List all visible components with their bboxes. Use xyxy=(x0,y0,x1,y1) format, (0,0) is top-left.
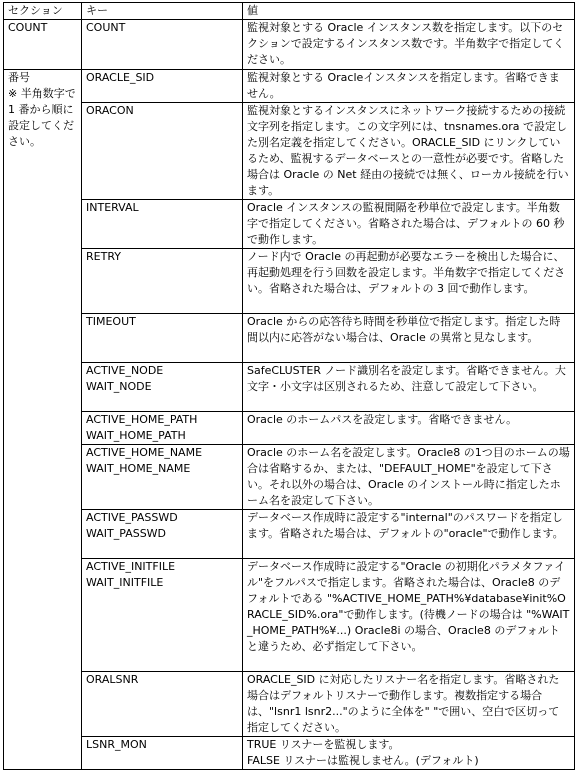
key-name: ACTIVE_PASSWD xyxy=(86,511,178,524)
key-name: WAIT_INITFILE xyxy=(86,576,164,589)
table-row xyxy=(4,737,575,770)
table-row xyxy=(4,103,575,200)
value-line: TRUE リスナーを監視します。 xyxy=(247,738,400,751)
value-cell: Oracle インスタンスの監視間隔を秒単位で設定します。半角数字で指定してください。省略された場合は、デフォルトの 60 秒で動作します。 xyxy=(243,200,575,249)
table-row xyxy=(4,314,575,363)
value-cell: SafeCLUSTER ノード識別名を設定します。省略できません。大文字・小文字は区別されるため、注意して設定して下さい。 xyxy=(243,363,575,412)
key-cell xyxy=(82,412,243,445)
header-value: 値 xyxy=(243,3,575,20)
table-row xyxy=(4,200,575,249)
table-row xyxy=(4,559,575,672)
value-cell: 監視対象とするインスタンスにネットワーク接続するための接続文字列を指定します。この文字列には、tnsnames.ora で設定した別名定義を指定してください。ORACLE_SID にリンクしているため、監視するデータベースとの一意性が必要です。省略した場合は Oracle の Net 経由の接続では無く、ローカル接続を行います。 xyxy=(243,103,575,200)
section-cell xyxy=(4,70,82,770)
key-cell xyxy=(82,363,243,412)
key-name: TIMEOUT xyxy=(86,315,136,328)
section-note: ※ 半角数字で 1 番から順に設定してください。 xyxy=(8,87,76,148)
table-row xyxy=(4,445,575,510)
key-cell xyxy=(82,200,243,249)
value-cell: Oracle からの応答待ち時間を秒単位で指定します。指定した時間以内に応答がない場合は、Oracle の異常と見なします。 xyxy=(243,314,575,363)
table-row xyxy=(4,672,575,737)
key-cell xyxy=(82,445,243,510)
key-name: RETRY xyxy=(86,250,121,263)
key-name: ACTIVE_HOME_PATH xyxy=(86,413,198,426)
value-cell xyxy=(243,737,575,770)
table-row xyxy=(4,249,575,314)
value-cell: Oracle のホーム名を設定します。Oracle8 の1つ目のホームの場合は省略するか、または、"DEFAULT_HOME"を設定して下さい。それ以外の場合は、Oracle のインストール時に指定したホーム名を設定して下さい。 xyxy=(243,445,575,510)
value-cell: Oracle のホームパスを設定します。省略できません。 xyxy=(243,412,575,445)
key-cell xyxy=(82,249,243,314)
value-line: FALSE リスナーは監視しません。(デフォルト) xyxy=(247,754,479,767)
header-row xyxy=(4,3,575,20)
table-row xyxy=(4,20,575,70)
key-cell xyxy=(82,559,243,672)
key-name: ORACLE_SID xyxy=(86,71,155,84)
section-number-label: 番号 xyxy=(8,71,30,84)
table-row xyxy=(4,412,575,445)
key-name: LSNR_MON xyxy=(86,738,147,751)
value-cell: ORACLE_SID に対応したリスナー名を指定します。省略された場合はデフォルトリスナーで動作します。複数指定する場合は、"lsnr1 lsnr2..."のように全体を" "で囲い、空白で区切って指定してください。 xyxy=(243,672,575,737)
value-cell: データベース作成時に設定する"internal"のパスワードを指定します。省略された場合は、デフォルトの"oracle"で動作します。 xyxy=(243,510,575,559)
key-cell: COUNT xyxy=(82,20,243,70)
key-name: WAIT_HOME_PATH xyxy=(86,429,186,442)
table-row xyxy=(4,70,575,103)
key-name: WAIT_HOME_NAME xyxy=(86,462,191,475)
key-cell xyxy=(82,737,243,770)
value-cell: ノード内で Oracle の再起動が必要なエラーを検出した場合に、再起動処理を行う回数を設定します。半角数字で指定してください。省略された場合は、デフォルトの 3 回で動作します。 xyxy=(243,249,575,314)
key-name: INTERVAL xyxy=(86,201,139,214)
value-cell: 監視対象とする Oracleインスタンスを指定します。省略できません。 xyxy=(243,70,575,103)
table-row xyxy=(4,510,575,559)
key-name: ORALSNR xyxy=(86,673,139,686)
key-cell xyxy=(82,314,243,363)
key-cell xyxy=(82,103,243,200)
key-cell xyxy=(82,672,243,737)
key-name: ACTIVE_INITFILE xyxy=(86,560,176,573)
key-name: WAIT_NODE xyxy=(86,380,152,393)
key-name: ORACON xyxy=(86,104,134,117)
key-cell xyxy=(82,70,243,103)
config-table xyxy=(3,2,575,770)
header-key: キー xyxy=(82,3,243,20)
section-cell: COUNT xyxy=(4,20,82,70)
table-row xyxy=(4,363,575,412)
key-name: WAIT_PASSWD xyxy=(86,527,167,540)
value-cell: 監視対象とする Oracle インスタンス数を指定します。以下のセクションで設定するインスタンス数です。半角数字で指定してください。 xyxy=(243,20,575,70)
value-cell: データベース作成時に設定する"Oracle の初期化パラメタファイル"をフルパスで指定します。省略された場合は、Oracle8 のデフォルトである "%ACTIVE_HOME_PATH%¥database¥init%ORACLE_SID%.ora"で動作します。(待機ノードの場合は "%WAIT_HOME_PATH%¥...) Oracle8i の場合、Oracle8 のデフォルトと違うため、必ず指定して下さい。 xyxy=(243,559,575,672)
key-name: ACTIVE_NODE xyxy=(86,364,164,377)
key-cell xyxy=(82,510,243,559)
key-name: ACTIVE_HOME_NAME xyxy=(86,446,203,459)
header-section: セクション xyxy=(4,3,82,20)
